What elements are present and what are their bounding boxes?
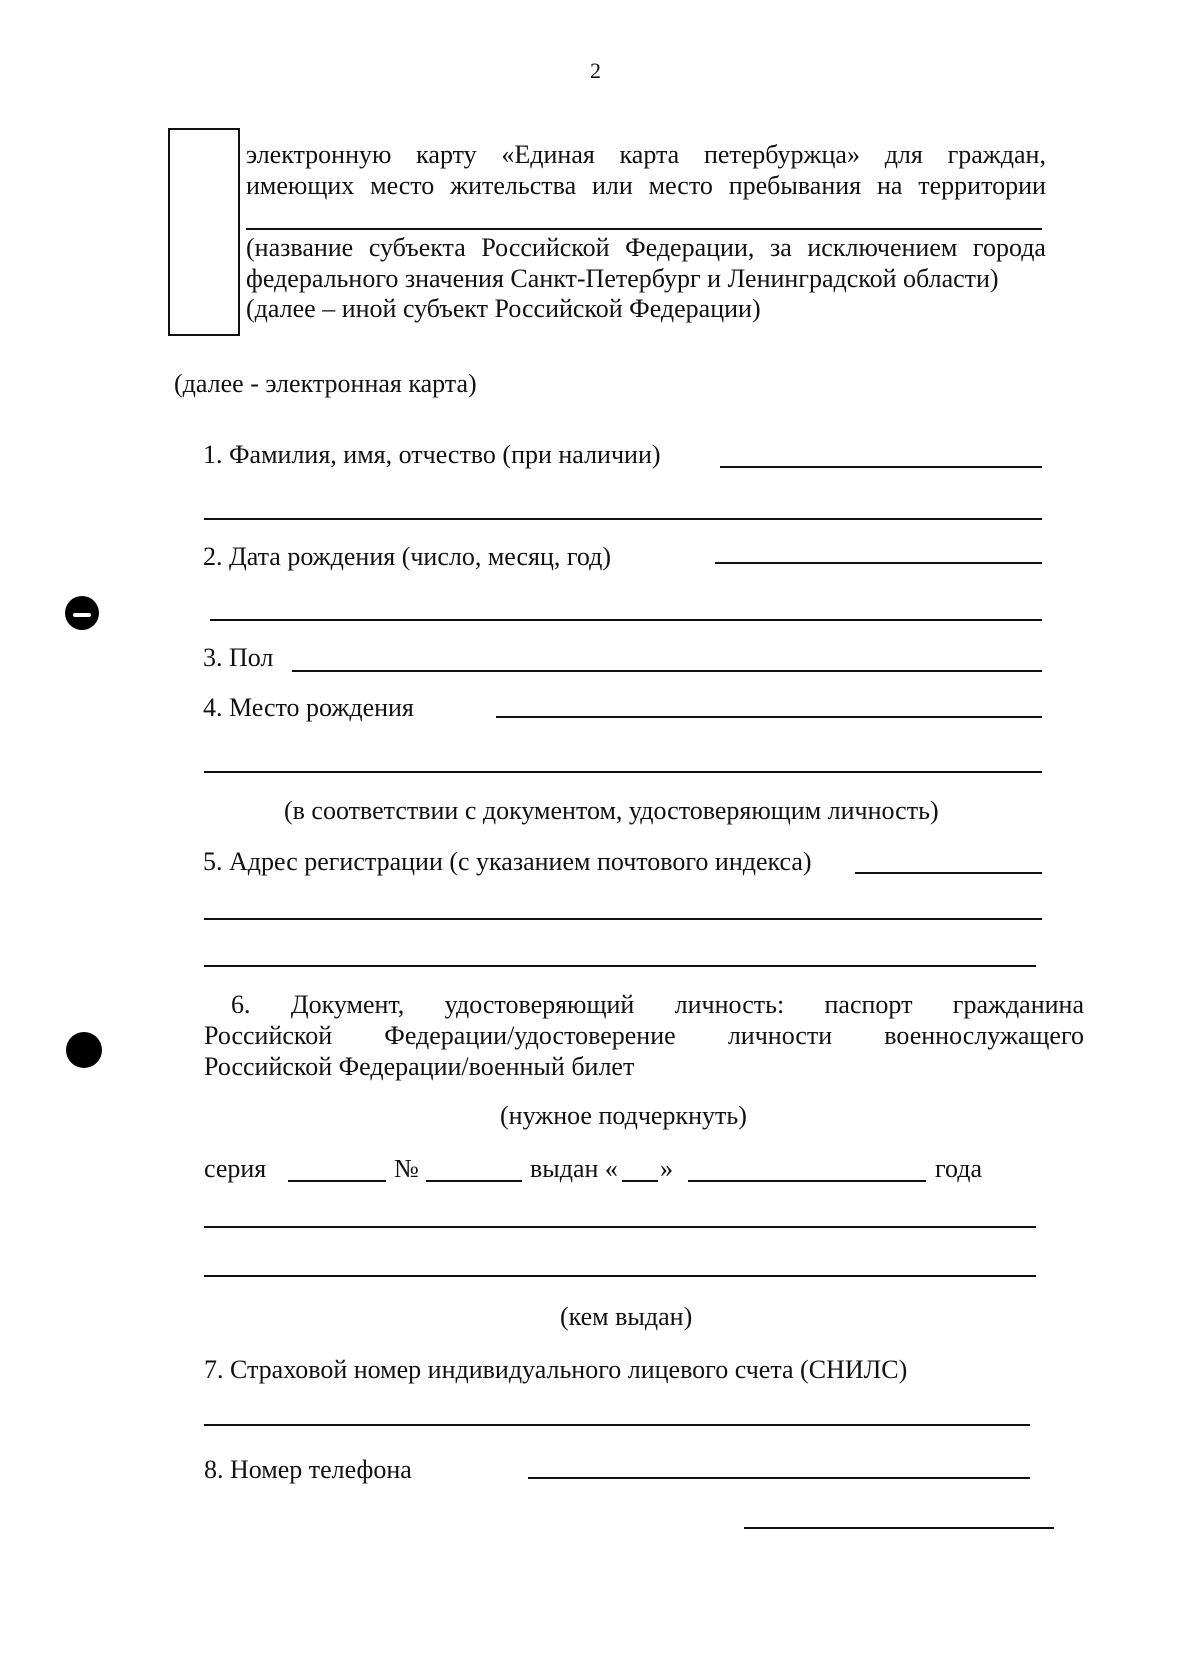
number-input-line[interactable]: [426, 1180, 522, 1182]
field-5-input-line-3[interactable]: [204, 965, 1036, 967]
number-label: №: [394, 1154, 419, 1183]
punch-hole-mark-bottom: [66, 1032, 102, 1068]
field-2-input-line[interactable]: [715, 562, 1042, 564]
region-caption-line-1: (название субъекта Российской Федерации, за исключением города: [246, 233, 1046, 262]
issued-day-input-line[interactable]: [622, 1180, 658, 1182]
field-4-input-line[interactable]: [496, 716, 1042, 718]
issued-by-input-line-2[interactable]: [204, 1275, 1036, 1277]
series-input-line[interactable]: [288, 1180, 386, 1182]
field-1-input-line[interactable]: [720, 466, 1042, 468]
option-divider: [238, 128, 240, 336]
region-caption-line-3: (далее – иной субъект Российской Федерации): [246, 294, 761, 323]
issued-by-note: (кем выдан): [560, 1302, 693, 1331]
field-6-line-2: Российской Федерации/удостоверение личности военнослужащего: [204, 1021, 1084, 1050]
field-4-note: (в соответствии с документом, удостоверяющим личность): [284, 796, 939, 825]
series-label: серия: [204, 1154, 267, 1183]
issued-close-quote: »: [660, 1154, 673, 1183]
page-number: 2: [590, 58, 601, 83]
field-5-label: 5. Адрес регистрации (с указанием почтового индекса): [203, 847, 812, 876]
year-label: года: [935, 1154, 983, 1183]
option-checkbox[interactable]: [168, 128, 240, 336]
field-7-label: 7. Страховой номер индивидуального лицевого счета (СНИЛС): [204, 1355, 908, 1384]
field-1-label: 1. Фамилия, имя, отчество (при наличии): [203, 440, 661, 469]
field-3-input-line[interactable]: [292, 670, 1042, 672]
region-blank-line[interactable]: [246, 228, 1042, 230]
option-line-2: имеющих место жительства или место пребывания на территории: [246, 171, 1046, 200]
phone-input-line[interactable]: [528, 1477, 1030, 1479]
field-2-input-line-2[interactable]: [210, 619, 1042, 621]
field-5-input-line[interactable]: [855, 872, 1042, 874]
issued-label: выдан «: [530, 1154, 618, 1183]
field-5-input-line-2[interactable]: [204, 918, 1042, 920]
field-4-label: 4. Место рождения: [203, 693, 414, 722]
field-8-label: 8. Номер телефона: [204, 1455, 412, 1484]
issued-month-input-line[interactable]: [688, 1180, 926, 1182]
region-caption-line-2: федерального значения Санкт-Петербург и Ленинградской области): [246, 264, 999, 293]
field-6-line-3: Российской Федерации/военный билет: [204, 1052, 635, 1081]
field-2-label: 2. Дата рождения (число, месяц, год): [203, 542, 612, 571]
field-4-input-line-2[interactable]: [204, 771, 1042, 773]
snils-input-line[interactable]: [204, 1424, 1030, 1426]
card-definition-text: (далее - электронная карта): [174, 369, 477, 398]
option-line-1: электронную карту «Единая карта петербуржца» для граждан,: [246, 140, 1046, 169]
punch-hole-mark-top: [65, 596, 99, 630]
issued-by-input-line[interactable]: [204, 1226, 1036, 1228]
field-6-note: (нужное подчеркнуть): [500, 1101, 747, 1130]
signature-line[interactable]: [744, 1527, 1054, 1529]
field-3-label: 3. Пол: [203, 643, 274, 672]
field-6-line-1: 6. Документ, удостоверяющий личность: паспорт гражданина: [231, 990, 1084, 1019]
field-1-input-line-2[interactable]: [204, 518, 1042, 520]
